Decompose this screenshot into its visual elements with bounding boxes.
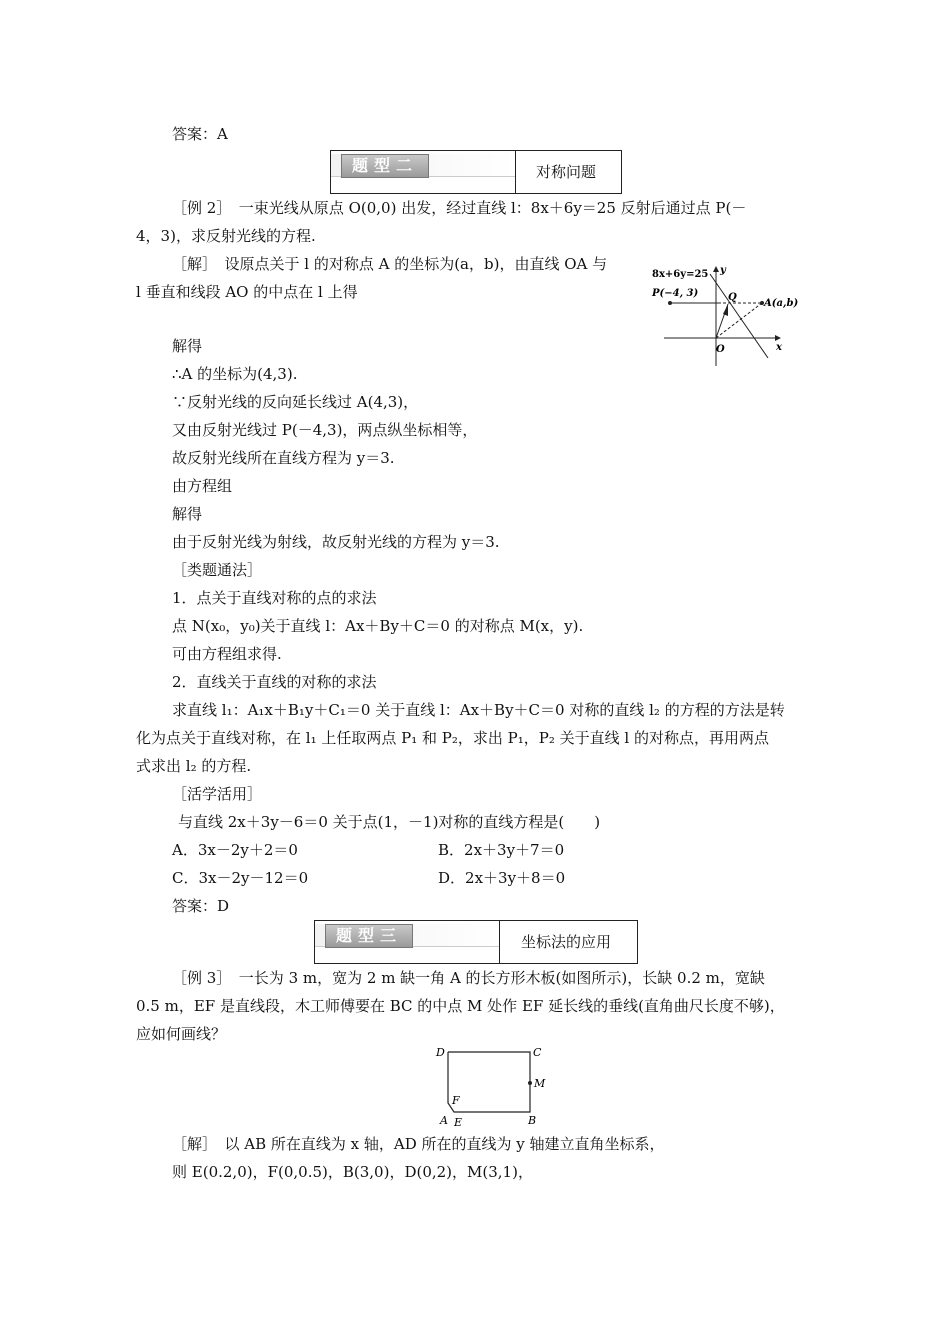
method-point-5: 式求出 l₂ 的方程. (136, 757, 252, 775)
line-equation-label: 8x+6y=25 (652, 269, 709, 280)
section-topic: 坐标法的应用 (521, 933, 612, 951)
solution-2-line-1: ［解］ 设原点关于 l 的对称点 A 的坐标为(a，b)，由直线 OA 与 (172, 255, 608, 273)
board-figure (430, 1042, 560, 1130)
method-heading-1: 1．点关于直线对称的点的求法 (172, 589, 377, 607)
answer-1: 答案：A (172, 125, 228, 143)
x-axis-label: x (776, 342, 782, 353)
section-banner-3 (314, 920, 638, 964)
section-tag: 题型三 (325, 924, 413, 948)
solution-2-pass-p: 又由反射光线过 P(－4,3)，两点纵坐标相等， (172, 421, 478, 439)
reflection-figure (650, 258, 799, 368)
option-d: D．2x＋3y＋8＝0 (438, 869, 566, 887)
y-axis-label: y (720, 265, 726, 276)
method-point-3: 求直线 l₁：A₁x＋B₁y＋C₁＝0 关于直线 l：Ax＋By＋C＝0 对称的直线 l₂ 的方程的方法是转 (172, 701, 785, 719)
option-b: B．2x＋3y＋7＝0 (438, 841, 565, 859)
solution-2-reverse: ∵反射光线的反向延长线过 A(4,3)， (172, 393, 419, 411)
method-point-2: 可由方程组求得. (172, 645, 282, 663)
origin-label: O (716, 344, 725, 355)
example-2-line-1: ［例 2］ 一束光线从原点 O(0,0) 出发，经过直线 l：8x＋6y＝25 反射后通过点 P(－ (172, 199, 747, 217)
solution-2-equation: 故反射光线所在直线方程为 y＝3. (172, 449, 395, 467)
example-3-line-1: ［例 3］ 一长为 3 m，宽为 2 m 缺一角 A 的长方形木板(如图所示)，长缺 0.2 m，宽缺 (172, 969, 765, 987)
label-c: C (533, 1046, 542, 1059)
example-2-line-2: 4，3)，求反射光线的方程. (136, 227, 316, 245)
method-title: ［类题通法］ (172, 561, 263, 579)
solution-2-line-2: l 垂直和线段 AO 的中点在 l 上得 (136, 283, 358, 301)
section-banner-2 (330, 150, 622, 194)
example-3-line-3: 应如何画线？ (136, 1025, 227, 1043)
point-p-label: P(−4, 3) (652, 288, 699, 299)
practice-title: ［活学活用］ (172, 785, 263, 803)
point-q-label: Q (728, 292, 737, 303)
example-3-line-2: 0.5 m，EF 是直线段，木工师傅要在 BC 的中点 M 处作 EF 延长线的垂线(直角曲尺长度不够)， (136, 997, 785, 1015)
option-c: C．3x－2y－12＝0 (172, 869, 309, 887)
method-point-1: 点 N(x₀，y₀)关于直线 l：Ax＋By＋C＝0 的对称点 M(x，y). (172, 617, 584, 635)
label-b: B (528, 1114, 537, 1127)
solution-3-line-1: ［解］ 以 AB 所在直线为 x 轴，AD 所在的直线为 y 轴建立直角坐标系， (172, 1135, 665, 1153)
label-a: A (440, 1114, 448, 1127)
solution-2-final: 由于反射光线为射线，故反射光线的方程为 y＝3. (172, 533, 500, 551)
label-e: E (454, 1116, 463, 1129)
option-a: A．3x－2y＋2＝0 (172, 841, 298, 859)
method-heading-2: 2．直线关于直线的对称的求法 (172, 673, 377, 691)
solution-2-jiede-1: 解得 (172, 337, 203, 355)
practice-question: 与直线 2x＋3y－6＝0 关于点(1，－1)对称的直线方程是( ) (178, 813, 601, 831)
method-point-4: 化为点关于直线对称，在 l₁ 上任取两点 P₁ 和 P₂，求出 P₁，P₂ 关于直线 l 的对称点，再用两点 (136, 729, 769, 747)
section-topic: 对称问题 (536, 163, 597, 181)
solution-2-coord-a: ∴A 的坐标为(4,3). (172, 365, 298, 383)
label-f: F (452, 1094, 460, 1107)
label-m: M (534, 1077, 546, 1090)
point-a-label: A(a,b) (764, 298, 799, 309)
solution-2-system: 由方程组 (172, 477, 233, 495)
solution-2-jiede-2: 解得 (172, 505, 203, 523)
section-tag: 题型二 (341, 154, 429, 178)
label-d: D (436, 1046, 445, 1059)
solution-3-line-2: 则 E(0.2,0)，F(0,0.5)，B(3,0)，D(0,2)，M(3,1)， (172, 1163, 533, 1181)
answer-2: 答案：D (172, 897, 230, 915)
